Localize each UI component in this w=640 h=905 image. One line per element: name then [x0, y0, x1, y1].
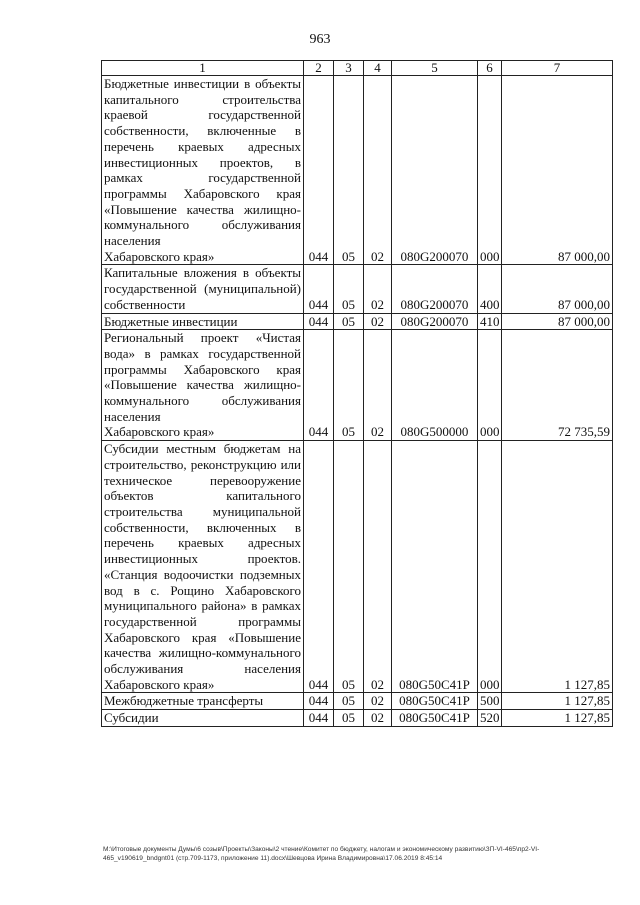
table-row: [102, 265, 613, 313]
row-amount: 72 735,59: [502, 330, 613, 441]
row-name: [102, 330, 304, 441]
row-name-line: собственности, включенных в: [104, 519, 301, 535]
row-section: 05: [334, 441, 364, 693]
row-name-line: Бюджетные инвестиции в: [104, 76, 251, 91]
row-name-line: Бюджетные инвестиции: [104, 313, 238, 329]
row-name-line: «Повышение качества: [104, 201, 234, 217]
row-section: 05: [334, 313, 364, 330]
row-subsection: 02: [364, 693, 392, 710]
header-col-5: 5: [392, 61, 478, 76]
row-section: 05: [334, 76, 364, 265]
row-target-article: 080G50C41P: [392, 693, 478, 710]
footer-line-1: M:\Итоговые документы Думы\6 созыв\Проекты\Законы\2 чтение\Комитет по бюджету, налогам и экономическому развитию\ЗП-VI-465\пр2-VI-: [103, 846, 540, 853]
row-expense-type: 500: [478, 693, 502, 710]
row-expense-type: 000: [478, 330, 502, 441]
row-name-line: Субсидии местным бюджетам: [104, 441, 281, 457]
row-name-line: «Станция водоочистки: [104, 566, 234, 582]
header-col-2: 2: [304, 61, 334, 76]
row-admin-code: 044: [304, 330, 334, 441]
row-name-line: Хабаровского края»: [104, 248, 215, 264]
row-target-article: 080G50C41P: [392, 441, 478, 693]
row-admin-code: 044: [304, 710, 334, 727]
row-name-line: Хабаровского муниципального: [104, 582, 302, 614]
row-name-line: обслуживания населения: [104, 661, 301, 677]
header-col-3: 3: [334, 61, 364, 76]
row-amount: 87 000,00: [502, 313, 613, 330]
row-name-line: перечень краевых адресных: [104, 535, 301, 551]
table-row: [102, 76, 613, 265]
footer-line-2: 465_v190619_bndgnt01 (стр.709-1173, приложение 11).docx\Шевцова Ирина Владимировна\17.06.2019 8:45:14: [103, 854, 443, 862]
row-section: 05: [334, 693, 364, 710]
row-name-line: «Повышение качества: [104, 629, 301, 661]
table-row: [102, 710, 613, 727]
row-expense-type: 000: [478, 76, 502, 265]
header-col-6: 6: [478, 61, 502, 76]
budget-table: [101, 60, 613, 727]
row-name-line: строительства краевой: [104, 91, 301, 123]
row-name-line: жилищно-коммунального: [104, 377, 301, 409]
row-name-line: Региональный проект «Чистая: [104, 330, 301, 346]
row-name: [102, 710, 304, 727]
table-row: [102, 441, 613, 693]
row-name-line: Капитальные вложения в: [104, 265, 250, 281]
row-section: 05: [334, 330, 364, 441]
row-section: 05: [334, 265, 364, 313]
row-name: [102, 265, 304, 313]
row-name-line: строительства муниципальной: [104, 503, 301, 519]
row-name-line: инвестиционных проектов.: [104, 551, 301, 567]
row-name-line: подземных вод в с. Рощино: [104, 566, 301, 598]
row-subsection: 02: [364, 441, 392, 693]
header-row: [102, 61, 613, 76]
row-expense-type: 410: [478, 313, 502, 330]
row-admin-code: 044: [304, 313, 334, 330]
row-expense-type: 400: [478, 265, 502, 313]
row-name-line: собственности: [104, 296, 186, 312]
row-name-line: Межбюджетные трансферты: [104, 693, 264, 709]
row-name: [102, 441, 304, 693]
row-subsection: 02: [364, 265, 392, 313]
row-name-line: программы Хабаровского края: [104, 185, 301, 201]
row-name-line: государственной: [208, 107, 301, 123]
row-amount: 87 000,00: [502, 265, 613, 313]
page-number: 963: [309, 32, 331, 47]
row-name: [102, 76, 304, 265]
row-name-line: обслуживания населения: [104, 393, 301, 424]
row-name-line: объекты государственной: [104, 265, 302, 297]
row-name-line: Субсидии: [104, 710, 159, 726]
row-name-line: «Повышение качества: [104, 377, 234, 393]
row-target-article: 080G50C41P: [392, 710, 478, 727]
row-name-line: жилищно-коммунального: [104, 201, 301, 233]
row-name-line: жилищно-коммунального: [158, 645, 301, 661]
row-admin-code: 044: [304, 265, 334, 313]
table-row: [102, 693, 613, 710]
row-name-line: рамках государственной: [104, 170, 301, 186]
row-name-line: на строительство,: [104, 441, 301, 472]
row-name: [102, 313, 304, 330]
row-subsection: 02: [364, 313, 392, 330]
row-name-line: перечень краевых адресных: [104, 138, 301, 154]
row-name-line: Хабаровского края: [104, 629, 217, 645]
row-name-line: собственности, включенные в: [104, 123, 301, 139]
table-row: [102, 330, 613, 441]
row-name-line: государственной программы: [104, 345, 301, 377]
row-amount: 87 000,00: [502, 76, 613, 265]
row-target-article: 080G200070: [392, 76, 478, 265]
header-col-1: 1: [102, 61, 304, 76]
row-admin-code: 044: [304, 76, 334, 265]
row-admin-code: 044: [304, 693, 334, 710]
row-target-article: 080G200070: [392, 313, 478, 330]
row-name-line: Хабаровского края»: [104, 676, 215, 692]
header-col-4: 4: [364, 61, 392, 76]
row-section: 05: [334, 710, 364, 727]
row-name-line: объекты капитального: [104, 76, 301, 107]
row-name-line: техническое перевооружение: [104, 472, 301, 488]
file-path-footer: [103, 846, 613, 863]
row-target-article: 080G500000: [392, 330, 478, 441]
row-target-article: 080G200070: [392, 265, 478, 313]
row-name-line: обслуживания населения: [104, 217, 301, 249]
row-name-line: государственной программы: [104, 613, 301, 629]
row-name-line: инвестиционных проектов, в: [104, 154, 301, 170]
row-expense-type: 000: [478, 441, 502, 693]
row-admin-code: 044: [304, 441, 334, 693]
row-subsection: 02: [364, 76, 392, 265]
row-name-line: Хабаровского края: [183, 361, 302, 377]
row-amount: 1 127,85: [502, 441, 613, 693]
row-name: [102, 693, 304, 710]
table-row: [102, 313, 613, 330]
row-amount: 1 127,85: [502, 693, 613, 710]
header-col-7: 7: [502, 61, 613, 76]
row-expense-type: 520: [478, 710, 502, 727]
row-name-line: Хабаровского края»: [104, 424, 215, 440]
row-name-line: вода» в рамках: [104, 345, 199, 361]
row-name-line: (муниципальной): [204, 281, 301, 297]
row-name-line: реконструкцию или: [190, 456, 302, 472]
row-name-line: района» в рамках: [201, 598, 301, 614]
row-name-line: объектов капитального: [104, 488, 301, 504]
row-subsection: 02: [364, 710, 392, 727]
row-amount: 1 127,85: [502, 710, 613, 727]
row-subsection: 02: [364, 330, 392, 441]
